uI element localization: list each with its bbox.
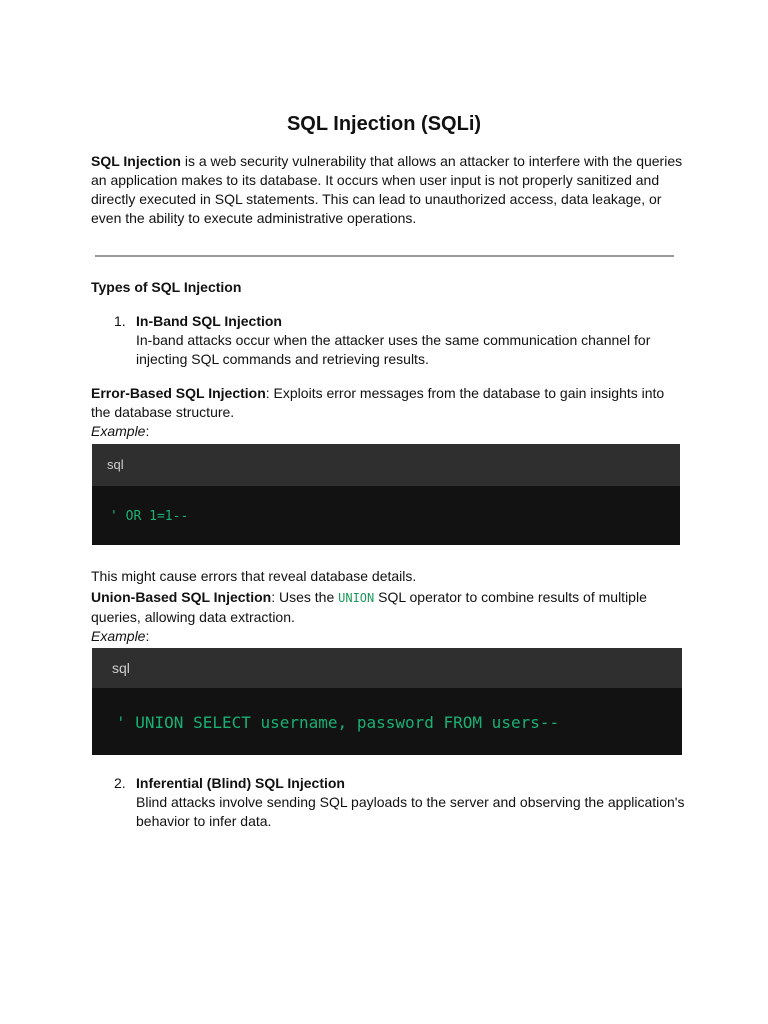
code-language-label: sql (92, 444, 680, 486)
union-based-example-label: Example: (91, 628, 150, 644)
union-based-line-2: queries, allowing data extraction. (91, 609, 295, 625)
in-band-line-2: injecting SQL commands and retrieving results. (136, 351, 429, 367)
inline-code-union: UNION (338, 591, 375, 605)
union-based-paragraph (91, 588, 683, 646)
types-heading: Types of SQL Injection (91, 279, 242, 295)
intro-line-2: an application makes to its database. It occurs when user input is not properly sanitized and (91, 172, 660, 188)
intro-line-3: directly executed in SQL statements. This can lead to unauthorized access, data leakage, or (91, 191, 662, 207)
union-based-line-1: Union-Based SQL Injection: Uses the UNION SQL operator to combine results of multiple (91, 589, 647, 605)
horizontal-divider (95, 255, 674, 257)
after-code-note: This might cause errors that reveal database details. (91, 568, 417, 584)
error-based-example-label: Example: (91, 423, 150, 439)
code-snippet[interactable]: ' UNION SELECT username, password FROM users-- (92, 688, 682, 755)
list-number-2: 2. (114, 775, 126, 791)
code-block-union-based (92, 648, 682, 755)
intro-paragraph (91, 152, 683, 228)
error-based-line-1: Error-Based SQL Injection: Exploits error messages from the database to gain insights into (91, 385, 665, 401)
error-based-paragraph (91, 384, 683, 441)
list-item-blind (136, 774, 686, 831)
error-based-line-2: the database structure. (91, 404, 235, 420)
intro-line-1: SQL Injection is a web security vulnerability that allows an attacker to interfere with the queries (91, 153, 683, 169)
blind-line-1: Blind attacks involve sending SQL payloads to the server and observing the application's (136, 794, 685, 810)
list-item-in-band (136, 312, 686, 369)
in-band-line-1: In-band attacks occur when the attacker uses the same communication channel for (136, 332, 651, 348)
intro-line-4: even the ability to execute administrative operations. (91, 210, 417, 226)
in-band-heading: In-Band SQL Injection (136, 313, 282, 329)
list-number-1: 1. (114, 313, 126, 329)
code-language-label: sql (92, 648, 682, 688)
blind-heading: Inferential (Blind) SQL Injection (136, 775, 345, 791)
code-snippet[interactable]: ' OR 1=1-- (92, 486, 680, 545)
intro-term: SQL Injection (91, 153, 181, 169)
code-block-error-based (92, 444, 680, 545)
blind-line-2: behavior to infer data. (136, 813, 272, 829)
page-title: SQL Injection (SQLi) (286, 113, 482, 135)
